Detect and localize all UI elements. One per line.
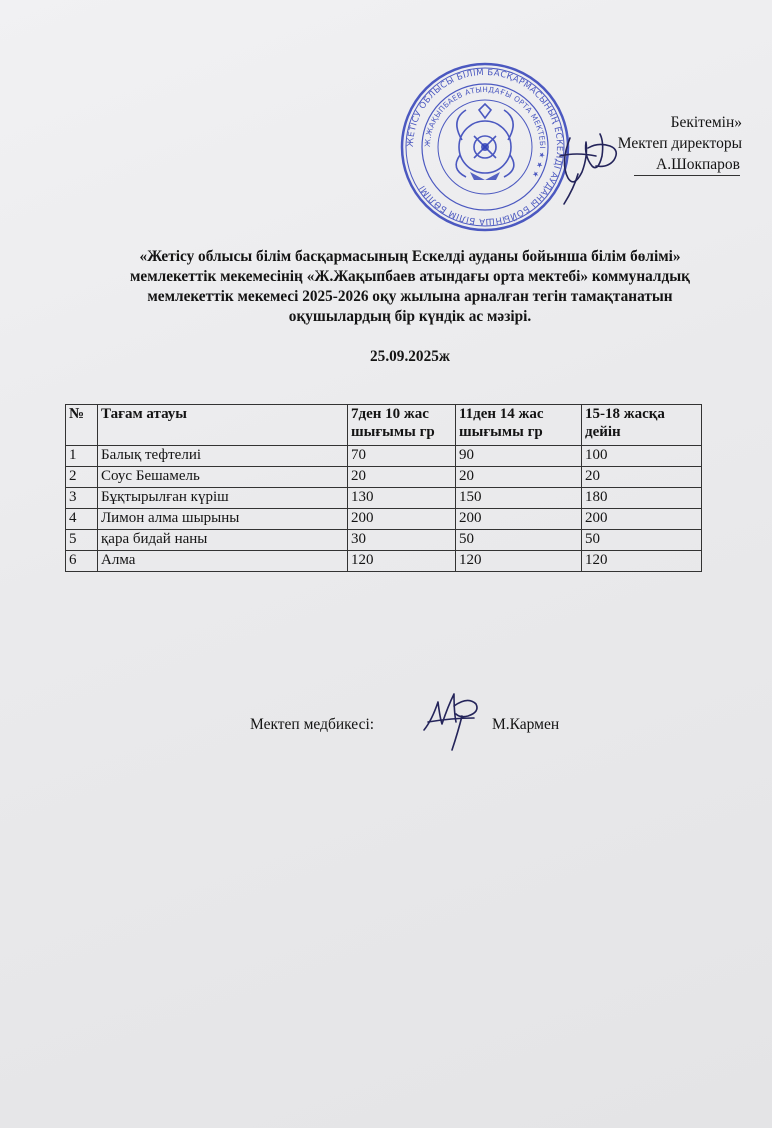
table-row (66, 509, 702, 530)
header-age-7-10: 7ден 10 жас шығымы гр (348, 405, 456, 446)
header-age-11-14: 11ден 14 жас шығымы гр (456, 405, 582, 446)
table-row (66, 488, 702, 509)
director-position: Мектеп директоры (617, 135, 742, 152)
row-value-7-10: 120 (348, 551, 456, 572)
row-num: 1 (66, 446, 98, 467)
row-value-11-14: 200 (456, 509, 582, 530)
nurse-signature (420, 686, 490, 752)
row-num: 5 (66, 530, 98, 551)
row-num: 6 (66, 551, 98, 572)
title-line-3: мемлекеттік мекемесі 2025-2026 оқу жылына арналған тегін тамақтанатын (147, 288, 673, 305)
row-value-11-14: 120 (456, 551, 582, 572)
row-value-15-18: 20 (582, 467, 702, 488)
svg-text:Ж.ЖАҚЫПБАЕВ АТЫНДАҒЫ ОРТА МЕКТ: Ж.ЖАҚЫПБАЕВ АТЫНДАҒЫ ОРТА МЕКТЕБІ ★ ★ ★ (422, 84, 548, 180)
row-value-11-14: 20 (456, 467, 582, 488)
nurse-label: Мектеп медбикесі: (250, 716, 375, 733)
row-value-15-18: 180 (582, 488, 702, 509)
row-value-15-18: 50 (582, 530, 702, 551)
table-row (66, 551, 702, 572)
header-dish-name: Тағам атауы (98, 405, 348, 446)
approve-word: Бекітемін» (670, 114, 742, 131)
table-header-row (66, 405, 702, 446)
row-num: 2 (66, 467, 98, 488)
header-age-15-18: 15-18 жасқа дейін (582, 405, 702, 446)
row-dish-name: Бұқтырылған күріш (98, 488, 348, 509)
director-signature (548, 118, 628, 208)
table-row (66, 467, 702, 488)
row-dish-name: Соус Бешамель (98, 467, 348, 488)
table-row (66, 446, 702, 467)
document-title (70, 247, 750, 327)
menu-date: 25.09.2025ж (370, 348, 450, 365)
svg-text:ЖЕТІСУ ОБЛЫСЫ БІЛІМ БАСҚАРМАСЫ: ЖЕТІСУ ОБЛЫСЫ БІЛІМ БАСҚАРМАСЫНЫҢ ЕСКЕЛДІ АУДАНЫ БОЙЫНША БІЛІМ БӨЛІМІ (405, 67, 565, 227)
row-value-15-18: 200 (582, 509, 702, 530)
row-dish-name: Балық тефтелиі (98, 446, 348, 467)
official-seal (400, 60, 570, 235)
row-dish-name: Лимон алма шырыны (98, 509, 348, 530)
approval-block (618, 112, 742, 176)
row-value-7-10: 200 (348, 509, 456, 530)
row-dish-name: Алма (98, 551, 348, 572)
row-value-7-10: 130 (348, 488, 456, 509)
director-name: А.Шокпаров (634, 154, 740, 176)
row-value-15-18: 120 (582, 551, 702, 572)
title-line-2: мемлекеттік мекемесінің «Ж.Жақыпбаев атындағы орта мектебі» коммуналдық (129, 268, 691, 285)
row-dish-name: қара бидай наны (98, 530, 348, 551)
title-line-1: «Жетісу облысы білім басқармасының Ескелді ауданы бойынша білім бөлімі» (139, 248, 681, 265)
row-value-7-10: 70 (348, 446, 456, 467)
row-num: 4 (66, 509, 98, 530)
row-value-7-10: 20 (348, 467, 456, 488)
row-value-11-14: 90 (456, 446, 582, 467)
title-line-4: оқушылардың бір күндік ас мәзірі. (288, 308, 532, 325)
row-num: 3 (66, 488, 98, 509)
row-value-15-18: 100 (582, 446, 702, 467)
nurse-name: М.Кармен (492, 716, 560, 733)
menu-table (65, 404, 702, 572)
row-value-11-14: 50 (456, 530, 582, 551)
row-value-7-10: 30 (348, 530, 456, 551)
table-row (66, 530, 702, 551)
header-num: № (66, 405, 98, 446)
row-value-11-14: 150 (456, 488, 582, 509)
